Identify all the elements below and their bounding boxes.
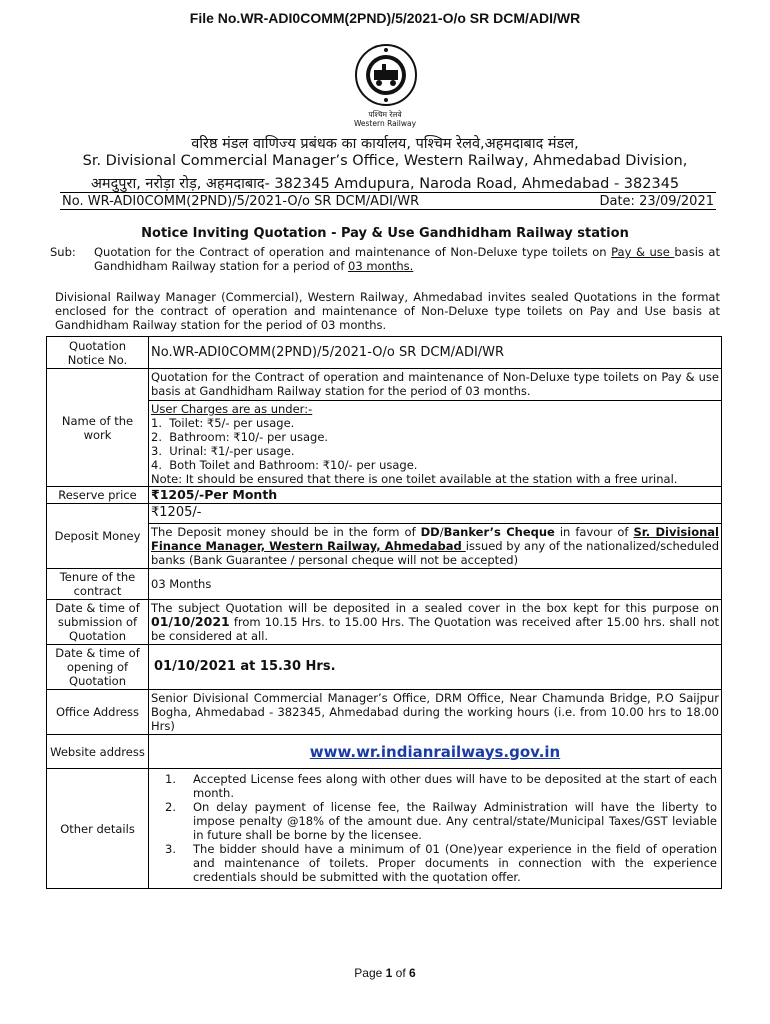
tenure-value: 03 Months bbox=[149, 569, 722, 600]
website-cell bbox=[149, 735, 722, 769]
subject-label: Sub: bbox=[50, 245, 76, 259]
table-row bbox=[47, 369, 722, 487]
charges-note: Note: It should be ensured that there is one toilet available at the station with a free urinal. bbox=[151, 472, 678, 486]
table-row bbox=[47, 504, 722, 569]
office-name: Sr. Divisional Commercial Manager’s Office, Western Railway, Ahmedabad Division, bbox=[82, 153, 688, 169]
file-number: File No.WR-ADI0COMM(2PND)/5/2021-O/o SR DCM/ADI/WR bbox=[189, 10, 581, 26]
row-label: Office Address bbox=[47, 690, 149, 735]
table-row bbox=[47, 690, 722, 735]
row-label: Website address bbox=[47, 735, 149, 769]
opening-date-value: 01/10/2021 at 15.30 Hrs. bbox=[149, 645, 722, 690]
notice-title: Notice Inviting Quotation - Pay & Use Gandhidham Railway station bbox=[141, 226, 629, 241]
work-description: Quotation for the Contract of operation and maintenance of Non-Deluxe type toilets on Pay & use basis at Gandhidham Railway station for the period of 03 months. bbox=[151, 370, 719, 398]
office-name-hindi: वरिष्ठ मंडल वाणिज्य प्रबंधक का कार्यालय, पश्चिम रेलवे,अहमदाबाद मंडल, bbox=[191, 136, 579, 152]
table-row bbox=[47, 487, 722, 504]
charges-heading: User Charges are as under:- bbox=[151, 402, 313, 416]
other-details bbox=[149, 769, 722, 889]
table-row bbox=[47, 600, 722, 645]
row-label: Date & time of opening of Quotation bbox=[47, 645, 149, 690]
submission-details: The subject Quotation will be deposited in a sealed cover in the box kept for this purpose on 01/10/2021 from 10.15 Hrs. to 15.00 Hrs. The Quotation was received after 15.00 hrs. shall not be considered at all. bbox=[149, 600, 722, 645]
page-total: 6 bbox=[409, 966, 416, 980]
charge-item: 2. Bathroom: ₹10/- per usage. bbox=[151, 430, 329, 444]
reference-date: Date: 23/09/2021 bbox=[599, 194, 714, 209]
table-row bbox=[47, 337, 722, 369]
list-item: 3. The bidder should have a minimum of 01 (One)year experience in the field of operation and maintenance of toilets. Proper documents in connection with the experience credentials should be submitted with the quotation offer. bbox=[165, 842, 717, 884]
reference-number: No. WR-ADI0COMM(2PND)/5/2021-O/o SR DCM/ADI/WR bbox=[62, 194, 420, 209]
row-label: Tenure of the contract bbox=[47, 569, 149, 600]
row-label: Other details bbox=[47, 769, 149, 889]
office-address-value: Senior Divisional Commercial Manager’s Office, DRM Office, Near Chamunda Bridge, P.O Saijpur Bogha, Ahmedabad - 382345, Ahmedabad during the working hours (i.e. from 10.00 hrs to 18.00 Hrs) bbox=[149, 690, 722, 735]
row-label: Reserve price bbox=[47, 487, 149, 504]
deposit-details bbox=[149, 504, 722, 569]
reserve-price-value: ₹1205/-Per Month bbox=[149, 487, 722, 504]
row-label: Quotation Notice No. bbox=[47, 337, 149, 369]
charge-item: 1. Toilet: ₹5/- per usage. bbox=[151, 416, 295, 430]
table-row bbox=[47, 769, 722, 889]
row-label: Deposit Money bbox=[47, 504, 149, 569]
intro-paragraph: Divisional Railway Manager (Commercial), Western Railway, Ahmedabad invites sealed Quotations in the format enclosed for the contract of operation and maintenance of Non-Deluxe type toilets on Pay and Use basis at Gandhidham Railway station for the period of 03 months. bbox=[55, 290, 720, 332]
reference-line bbox=[60, 192, 716, 210]
list-item: 2. On delay payment of license fee, the Railway Administration will have the liberty to impose penalty @18% of the amount due. Any central/state/Municipal Taxes/GST leviable in future shall be borne by the licensee. bbox=[165, 800, 717, 842]
row-label: Date & time of submission of Quotation bbox=[47, 600, 149, 645]
user-charges bbox=[149, 400, 721, 486]
page-number: 1 bbox=[385, 966, 393, 980]
deposit-terms: The Deposit money should be in the form of DD/Banker’s Cheque in favour of Sr. Divisional Finance Manager, Western Railway, Ahmedabad issued by any of the nationalized/scheduled banks (Bank Guarantee / personal cheque will not be accepted) bbox=[151, 525, 720, 567]
row-label: Name of the work bbox=[47, 369, 149, 487]
charge-item: 3. Urinal: ₹1/-per usage. bbox=[151, 444, 295, 458]
work-details bbox=[149, 369, 722, 487]
subject-text: Quotation for the Contract of operation and maintenance of Non-Deluxe type toilets on Pay & use basis at Gandhidham Railway station for a period of 03 months. bbox=[94, 245, 720, 273]
indian-railways-logo bbox=[355, 44, 417, 106]
deposit-amount: ₹1205/- bbox=[151, 505, 202, 520]
charge-item: 4. Both Toilet and Bathroom: ₹10/- per usage. bbox=[151, 458, 418, 472]
website-link[interactable]: www.wr.indianrailways.gov.in bbox=[309, 742, 561, 761]
list-item: 1. Accepted License fees along with other dues will have to be deposited at the start of each month. bbox=[165, 772, 717, 800]
quotation-details-table bbox=[46, 336, 722, 889]
notice-number-value: No.WR-ADI0COMM(2PND)/5/2021-O/o SR DCM/ADI/WR bbox=[149, 337, 722, 369]
table-row bbox=[47, 569, 722, 600]
office-address: अमदुपुरा, नरोड़ा रोड़, अहमदाबाद- 382345 Amdupura, Naroda Road, Ahmedabad - 382345 bbox=[90, 176, 680, 192]
table-row bbox=[47, 735, 722, 769]
table-row bbox=[47, 645, 722, 690]
logo-caption: पश्चिम रेलवे Western Railway bbox=[353, 110, 417, 128]
page-footer: Page 1 of 6 bbox=[354, 966, 416, 980]
